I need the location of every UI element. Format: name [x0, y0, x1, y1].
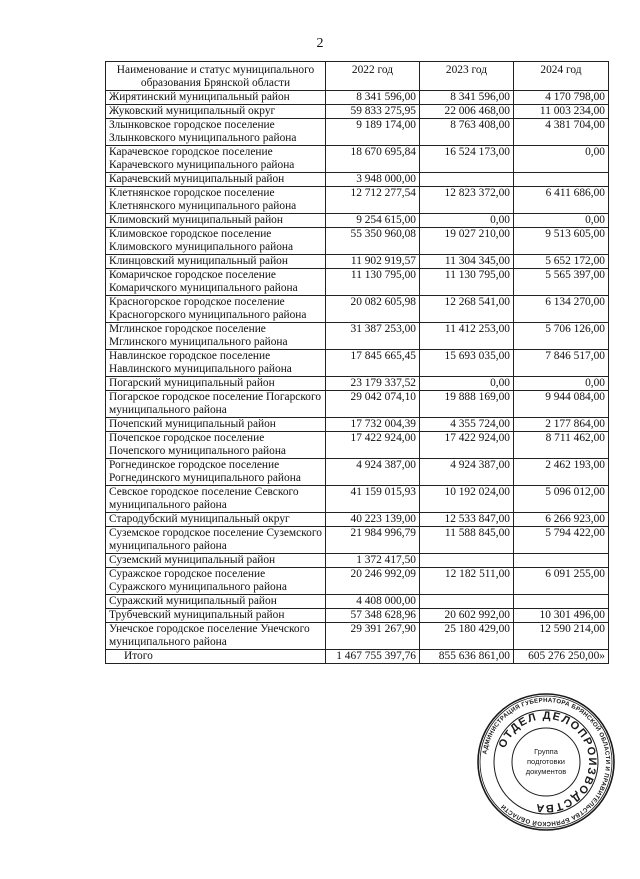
amount-2024: 11 003 234,00 [514, 105, 609, 119]
amount-2023: 12 182 511,00 [420, 568, 514, 595]
amount-2024: 2 462 193,00 [514, 459, 609, 486]
header-municipality: Наименование и статус муниципального образования Брянской области [106, 62, 326, 91]
table-total-row [106, 650, 609, 664]
amount-2022: 29 042 074,10 [326, 391, 420, 418]
table-row [106, 323, 609, 350]
budget-table [105, 61, 609, 664]
municipality-name: Суражское городское поселение Суражского муниципального района [106, 568, 326, 595]
amount-2024: 5 565 397,00 [514, 269, 609, 296]
table-row [106, 255, 609, 269]
table-row [106, 418, 609, 432]
municipality-name: Рогнединское городское поселение Рогнединского муниципального района [106, 459, 326, 486]
table-row [106, 214, 609, 228]
amount-2024: 12 590 214,00 [514, 623, 609, 650]
municipality-name: Почепское городское поселение Почепского муниципального района [106, 432, 326, 459]
municipality-name: Погарское городское поселение Погарского муниципального района [106, 391, 326, 418]
table-row [106, 350, 609, 377]
amount-2022: 20 082 605,98 [326, 296, 420, 323]
amount-2023: 17 422 924,00 [420, 432, 514, 459]
table-row [106, 459, 609, 486]
amount-2024: 605 276 250,00» [514, 650, 609, 664]
amount-2023: 8 341 596,00 [420, 91, 514, 105]
municipality-name: Трубчевский муниципальный район [106, 609, 326, 623]
amount-2022: 59 833 275,95 [326, 105, 420, 119]
amount-2024: 6 411 686,00 [514, 187, 609, 214]
amount-2022: 4 924 387,00 [326, 459, 420, 486]
amount-2023 [420, 554, 514, 568]
amount-2024: 0,00 [514, 146, 609, 173]
amount-2024 [514, 554, 609, 568]
amount-2024: 0,00 [514, 214, 609, 228]
table-row [106, 595, 609, 609]
municipality-name: Комаричское городское поселение Комаричского муниципального района [106, 269, 326, 296]
amount-2023: 12 268 541,00 [420, 296, 514, 323]
municipality-name: Жуковский муниципальный округ [106, 105, 326, 119]
amount-2024: 8 711 462,00 [514, 432, 609, 459]
amount-2022: 9 254 615,00 [326, 214, 420, 228]
municipality-name: Почепский муниципальный район [106, 418, 326, 432]
amount-2023: 15 693 035,00 [420, 350, 514, 377]
municipality-name: Мглинское городское поселение Мглинского муниципального района [106, 323, 326, 350]
amount-2023: 4 924 387,00 [420, 459, 514, 486]
table-row [106, 623, 609, 650]
municipality-name: Злынковское городское поселение Злынковского муниципального района [106, 119, 326, 146]
table-header-row [106, 62, 609, 91]
amount-2023: 12 823 372,00 [420, 187, 514, 214]
table-row [106, 486, 609, 513]
amount-2022: 31 387 253,00 [326, 323, 420, 350]
amount-2022: 1 372 417,50 [326, 554, 420, 568]
amount-2024: 6 266 923,00 [514, 513, 609, 527]
table-row [106, 554, 609, 568]
amount-2022: 1 467 755 397,76 [326, 650, 420, 664]
table-row [106, 173, 609, 187]
amount-2022: 23 179 337,52 [326, 377, 420, 391]
amount-2024 [514, 595, 609, 609]
amount-2022: 8 341 596,00 [326, 91, 420, 105]
municipality-name: Климовское городское поселение Климовского муниципального района [106, 228, 326, 255]
stamp-dept-text: ОТДЕЛ ДЕЛОПРОИЗВОДСТВА [496, 709, 599, 815]
stamp-center-line-2: подготовки [527, 757, 565, 766]
municipality-name: Климовский муниципальный район [106, 214, 326, 228]
amount-2024: 7 846 517,00 [514, 350, 609, 377]
amount-2024: 5 794 422,00 [514, 527, 609, 554]
amount-2022: 17 845 665,45 [326, 350, 420, 377]
municipality-name: Суземское городское поселение Суземского муниципального района [106, 527, 326, 554]
table-row [106, 377, 609, 391]
amount-2023: 19 888 169,00 [420, 391, 514, 418]
amount-2023: 19 027 210,00 [420, 228, 514, 255]
amount-2022: 40 223 139,00 [326, 513, 420, 527]
amount-2024 [514, 173, 609, 187]
amount-2023: 22 006 468,00 [420, 105, 514, 119]
amount-2024: 9 944 084,00 [514, 391, 609, 418]
amount-2022: 20 246 992,09 [326, 568, 420, 595]
table-row [106, 513, 609, 527]
amount-2022: 17 732 004,39 [326, 418, 420, 432]
amount-2024: 2 177 864,00 [514, 418, 609, 432]
amount-2022: 4 408 000,00 [326, 595, 420, 609]
amount-2024: 6 091 255,00 [514, 568, 609, 595]
municipality-name: Погарский муниципальный район [106, 377, 326, 391]
table-row [106, 609, 609, 623]
table-row [106, 105, 609, 119]
municipality-name: Красногорское городское поселение Красногорского муниципального района [106, 296, 326, 323]
table-row [106, 228, 609, 255]
amount-2024: 6 134 270,00 [514, 296, 609, 323]
amount-2024: 5 706 126,00 [514, 323, 609, 350]
table-row [106, 269, 609, 296]
table-row [106, 432, 609, 459]
amount-2022: 9 189 174,00 [326, 119, 420, 146]
amount-2023: 11 130 795,00 [420, 269, 514, 296]
amount-2023: 25 180 429,00 [420, 623, 514, 650]
amount-2022: 29 391 267,90 [326, 623, 420, 650]
stamp-ring-text: АДМИНИСТРАЦИЯ ГУБЕРНАТОРА БРЯНСКОЙ ОБЛАСТИ И ПРАВИТЕЛЬСТВА БРЯНСКОЙ ОБЛАСТИ [481, 696, 612, 828]
table-row [106, 296, 609, 323]
amount-2024: 5 096 012,00 [514, 486, 609, 513]
amount-2023: 855 636 861,00 [420, 650, 514, 664]
table-row [106, 527, 609, 554]
stamp-center-line-3: документов [525, 767, 567, 776]
amount-2023: 8 763 408,00 [420, 119, 514, 146]
municipality-name: Итого [106, 650, 326, 664]
stamp-center-line-1: Группа [534, 747, 558, 756]
amount-2022: 57 348 628,96 [326, 609, 420, 623]
round-stamp [476, 692, 616, 832]
municipality-name: Суражский муниципальный район [106, 595, 326, 609]
amount-2023: 11 412 253,00 [420, 323, 514, 350]
amount-2023: 20 602 992,00 [420, 609, 514, 623]
amount-2023: 12 533 847,00 [420, 513, 514, 527]
table-body [106, 91, 609, 664]
amount-2023: 16 524 173,00 [420, 146, 514, 173]
amount-2023 [420, 173, 514, 187]
header-2022: 2022 год [326, 62, 420, 91]
table-row [106, 91, 609, 105]
amount-2022: 3 948 000,00 [326, 173, 420, 187]
amount-2023: 10 192 024,00 [420, 486, 514, 513]
municipality-name: Севское городское поселение Севского муниципального района [106, 486, 326, 513]
amount-2023: 0,00 [420, 214, 514, 228]
municipality-name: Навлинское городское поселение Навлинского муниципального района [106, 350, 326, 377]
header-2023: 2023 год [420, 62, 514, 91]
amount-2022: 12 712 277,54 [326, 187, 420, 214]
table-row [106, 146, 609, 173]
municipality-name: Клетнянское городское поселение Клетнянского муниципального района [106, 187, 326, 214]
table-row [106, 568, 609, 595]
municipality-name: Карачевский муниципальный район [106, 173, 326, 187]
amount-2022: 18 670 695,84 [326, 146, 420, 173]
amount-2023: 0,00 [420, 377, 514, 391]
amount-2023: 11 304 345,00 [420, 255, 514, 269]
municipality-name: Стародубский муниципальный округ [106, 513, 326, 527]
amount-2022: 21 984 996,79 [326, 527, 420, 554]
amount-2024: 9 513 605,00 [514, 228, 609, 255]
municipality-name: Суземский муниципальный район [106, 554, 326, 568]
amount-2022: 11 130 795,00 [326, 269, 420, 296]
header-2024: 2024 год [514, 62, 609, 91]
amount-2024: 10 301 496,00 [514, 609, 609, 623]
amount-2024: 4 381 704,00 [514, 119, 609, 146]
amount-2022: 41 159 015,93 [326, 486, 420, 513]
municipality-name: Клинцовский муниципальный район [106, 255, 326, 269]
amount-2022: 17 422 924,00 [326, 432, 420, 459]
amount-2022: 11 902 919,57 [326, 255, 420, 269]
amount-2024: 0,00 [514, 377, 609, 391]
municipality-name: Карачевское городское поселение Карачевского муниципального района [106, 146, 326, 173]
amount-2023: 11 588 845,00 [420, 527, 514, 554]
amount-2023 [420, 595, 514, 609]
amount-2022: 55 350 960,08 [326, 228, 420, 255]
amount-2024: 5 652 172,00 [514, 255, 609, 269]
table-row [106, 391, 609, 418]
table-row [106, 119, 609, 146]
amount-2024: 4 170 798,00 [514, 91, 609, 105]
table-row [106, 187, 609, 214]
municipality-name: Жирятинский муниципальный район [106, 91, 326, 105]
municipality-name: Унечское городское поселение Унечского муниципального района [106, 623, 326, 650]
page-number: 2 [316, 36, 324, 51]
amount-2023: 4 355 724,00 [420, 418, 514, 432]
